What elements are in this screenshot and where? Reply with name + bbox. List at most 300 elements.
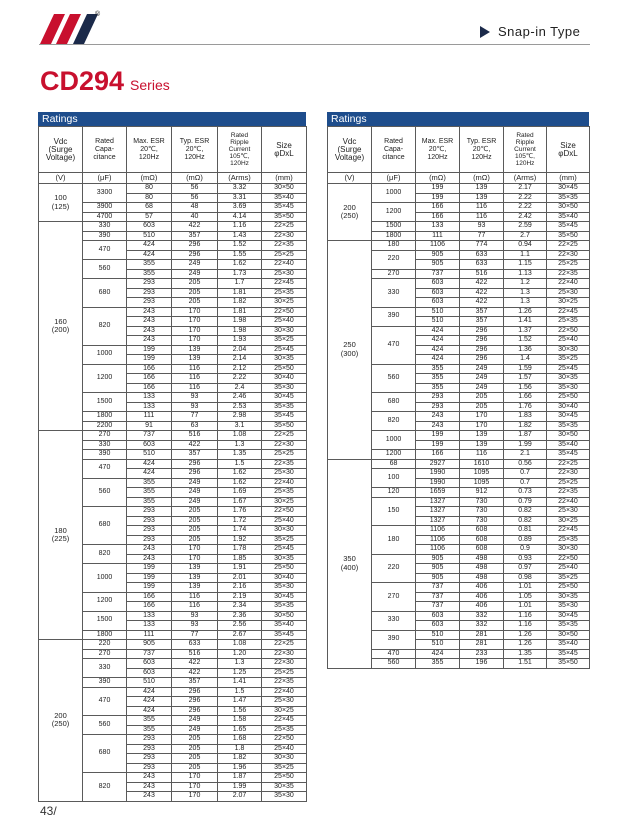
ripple-current-cell: 2.7	[504, 231, 547, 241]
header-line: Ripple	[515, 139, 535, 146]
size-cell: 30×25	[262, 497, 307, 507]
ripple-current-cell: 1.3	[504, 298, 547, 308]
header-line: citance	[382, 153, 405, 161]
size-cell: 22×30	[547, 250, 590, 260]
unit-cell: (V)	[39, 173, 83, 184]
typ-esr-cell: 332	[460, 621, 504, 631]
ripple-current-cell: 0.7	[504, 478, 547, 488]
company-logo	[40, 14, 98, 44]
max-esr-cell: 199	[127, 583, 172, 593]
surge-value: (200)	[51, 325, 70, 334]
header-line: 120Hz	[184, 153, 205, 161]
ripple-current-cell: 2.36	[218, 611, 262, 621]
max-esr-cell: 111	[127, 630, 172, 640]
typ-esr-cell: 93	[172, 621, 218, 631]
ripple-current-cell: 0.82	[504, 516, 547, 526]
max-esr-cell: 355	[127, 725, 172, 735]
max-esr-cell: 737	[416, 592, 460, 602]
voltage-cell	[328, 241, 372, 460]
ripple-current-cell: 2.53	[218, 402, 262, 412]
max-esr-cell: 510	[416, 307, 460, 317]
typ-esr-cell: 249	[460, 364, 504, 374]
typ-esr-cell: 139	[460, 193, 504, 203]
ripple-current-cell: 1.57	[504, 374, 547, 384]
capacitance-cell: 2200	[83, 421, 127, 431]
ripple-current-cell: 1.55	[218, 250, 262, 260]
ripple-current-cell: 1.35	[504, 649, 547, 659]
max-esr-cell: 80	[127, 184, 172, 194]
typ-esr-cell: 912	[460, 488, 504, 498]
ripple-current-cell: 1.01	[504, 583, 547, 593]
size-cell: 30×45	[262, 592, 307, 602]
size-cell: 22×30	[262, 440, 307, 450]
ripple-current-cell: 1.20	[218, 649, 262, 659]
header-line: φDxL	[558, 148, 578, 158]
typ-esr-cell: 296	[172, 469, 218, 479]
typ-esr-cell: 139	[172, 564, 218, 574]
max-esr-cell: 905	[416, 554, 460, 564]
ripple-current-cell: 1.62	[218, 469, 262, 479]
typ-esr-cell: 205	[172, 763, 218, 773]
capacitance-cell: 330	[83, 222, 127, 232]
ripple-current-cell: 1.81	[218, 288, 262, 298]
size-cell: 22×30	[262, 659, 307, 669]
max-esr-cell: 91	[127, 421, 172, 431]
typ-esr-cell: 249	[172, 488, 218, 498]
max-esr-cell: 166	[127, 592, 172, 602]
max-esr-cell: 603	[416, 288, 460, 298]
size-cell: 30×50	[262, 184, 307, 194]
unit-cell: (mΩ)	[416, 173, 460, 184]
series-label: Series	[130, 77, 170, 93]
capacitance-cell: 220	[372, 554, 416, 583]
size-cell: 30×30	[262, 526, 307, 536]
capacitance-cell: 680	[83, 279, 127, 308]
typ-esr-cell: 93	[460, 222, 504, 232]
ripple-current-cell: 0.56	[504, 459, 547, 469]
size-cell: 35×50	[262, 421, 307, 431]
size-cell: 25×45	[262, 345, 307, 355]
size-cell: 30×30	[262, 754, 307, 764]
typ-esr-cell: 357	[460, 317, 504, 327]
size-cell: 22×35	[262, 241, 307, 251]
capacitance-cell: 1500	[372, 222, 416, 232]
ripple-current-cell: 2.22	[218, 374, 262, 384]
max-esr-cell: 355	[416, 659, 460, 669]
capacitance-cell: 560	[83, 478, 127, 507]
size-cell: 22×40	[547, 497, 590, 507]
capacitance-cell: 330	[83, 440, 127, 450]
header-size	[262, 127, 307, 173]
header-line: Capa-	[94, 145, 115, 153]
max-esr-cell: 199	[416, 440, 460, 450]
capacitance-cell: 680	[372, 393, 416, 412]
max-esr-cell: 111	[416, 231, 460, 241]
capacitance-cell: 1000	[372, 431, 416, 450]
ripple-current-cell: 1.16	[504, 611, 547, 621]
header-row	[39, 127, 307, 173]
typ-esr-cell: 56	[172, 184, 218, 194]
max-esr-cell: 1106	[416, 535, 460, 545]
max-esr-cell: 603	[127, 440, 172, 450]
typ-esr-cell: 249	[172, 497, 218, 507]
capacitance-cell: 390	[372, 307, 416, 326]
ripple-current-cell: 1.7	[218, 279, 262, 289]
series-name: CD294	[40, 66, 125, 96]
max-esr-cell: 424	[416, 355, 460, 365]
typ-esr-cell: 296	[172, 250, 218, 260]
voltage-value: 100	[54, 193, 67, 202]
capacitance-cell: 1000	[83, 345, 127, 364]
typ-esr-cell: 77	[172, 412, 218, 422]
unit-cell: (mm)	[262, 173, 307, 184]
size-cell: 22×25	[262, 222, 307, 232]
size-cell: 22×25	[262, 431, 307, 441]
capacitance-cell: 1200	[83, 592, 127, 611]
header-divider	[39, 44, 590, 45]
size-cell: 25×30	[262, 697, 307, 707]
unit-cell: (Arms)	[218, 173, 262, 184]
ripple-current-cell: 1.15	[504, 260, 547, 270]
typ-esr-cell: 730	[460, 497, 504, 507]
size-cell: 22×25	[547, 459, 590, 469]
capacitance-cell: 560	[372, 659, 416, 669]
typ-esr-cell: 205	[460, 393, 504, 403]
max-esr-cell: 293	[416, 393, 460, 403]
max-esr-cell: 905	[127, 640, 172, 650]
size-cell: 35×30	[262, 583, 307, 593]
typ-esr-cell: 422	[172, 668, 218, 678]
header-size	[547, 127, 590, 173]
ripple-current-cell: 1.74	[218, 526, 262, 536]
typ-esr-cell: 116	[460, 212, 504, 222]
header-line: 20℃,	[472, 145, 491, 153]
ripple-current-cell: 1.47	[218, 697, 262, 707]
size-cell: 25×40	[547, 336, 590, 346]
size-cell: 35×30	[262, 383, 307, 393]
surge-value: (250)	[340, 211, 359, 220]
voltage-value: 200	[54, 710, 67, 720]
header-line: Ripple	[230, 139, 249, 146]
max-esr-cell: 293	[127, 744, 172, 754]
max-esr-cell: 424	[416, 345, 460, 355]
ripple-current-cell: 1.93	[218, 336, 262, 346]
table-row	[39, 184, 307, 194]
max-esr-cell: 355	[127, 488, 172, 498]
max-esr-cell: 1327	[416, 497, 460, 507]
header-max_esr	[127, 127, 172, 173]
typ-esr-cell: 296	[460, 326, 504, 336]
size-cell: 30×50	[547, 431, 590, 441]
typ-esr-cell: 406	[460, 602, 504, 612]
typ-esr-cell: 498	[460, 554, 504, 564]
typ-esr-cell: 516	[172, 649, 218, 659]
size-cell: 25×45	[547, 364, 590, 374]
typ-esr-cell: 357	[460, 307, 504, 317]
size-cell: 22×45	[547, 526, 590, 536]
size-cell: 35×45	[547, 450, 590, 460]
typ-esr-cell: 249	[172, 478, 218, 488]
capacitance-cell: 180	[372, 526, 416, 555]
size-cell: 25×40	[262, 744, 307, 754]
size-cell: 35×35	[547, 193, 590, 203]
ripple-current-cell: 1.92	[218, 535, 262, 545]
ripple-current-cell: 1.87	[504, 431, 547, 441]
header-line: Current	[228, 146, 251, 153]
size-cell: 22×50	[262, 307, 307, 317]
size-cell: 25×25	[262, 450, 307, 460]
size-cell: 35×40	[262, 193, 307, 203]
capacitance-cell: 820	[372, 412, 416, 431]
header-line: Max. ESR	[133, 137, 165, 145]
max-esr-cell: 293	[127, 526, 172, 536]
ripple-current-cell: 1.82	[504, 421, 547, 431]
typ-esr-cell: 1095	[460, 469, 504, 479]
ripple-current-cell: 1.25	[218, 668, 262, 678]
size-cell: 35×30	[547, 602, 590, 612]
typ-esr-cell: 139	[172, 345, 218, 355]
max-esr-cell: 603	[127, 222, 172, 232]
ripple-current-cell: 2.46	[218, 393, 262, 403]
typ-esr-cell: 170	[172, 317, 218, 327]
typ-esr-cell: 357	[172, 678, 218, 688]
typ-esr-cell: 77	[172, 630, 218, 640]
ripple-current-cell: 1.59	[504, 364, 547, 374]
unit-cell: (μF)	[372, 173, 416, 184]
capacitance-cell: 820	[83, 545, 127, 564]
capacitance-cell: 270	[83, 431, 127, 441]
typ-esr-cell: 296	[460, 336, 504, 346]
max-esr-cell: 424	[127, 687, 172, 697]
max-esr-cell: 905	[416, 260, 460, 270]
ripple-current-cell: 2.98	[218, 412, 262, 422]
size-cell: 22×35	[547, 488, 590, 498]
ripple-current-cell: 0.79	[504, 497, 547, 507]
size-cell: 22×50	[547, 326, 590, 336]
max-esr-cell: 510	[127, 678, 172, 688]
max-esr-cell: 243	[416, 421, 460, 431]
size-cell: 25×25	[262, 250, 307, 260]
registered-mark: ®	[95, 11, 101, 18]
max-esr-cell: 510	[416, 317, 460, 327]
header-typ_esr	[172, 127, 218, 173]
max-esr-cell: 80	[127, 193, 172, 203]
max-esr-cell: 166	[127, 383, 172, 393]
max-esr-cell: 603	[416, 621, 460, 631]
header-line: Typ. ESR	[179, 137, 210, 145]
header-line: Size	[560, 140, 576, 150]
typ-esr-cell: 249	[172, 260, 218, 270]
typ-esr-cell: 357	[172, 450, 218, 460]
ripple-current-cell: 1.5	[218, 687, 262, 697]
typ-esr-cell: 205	[172, 507, 218, 517]
typ-esr-cell: 498	[460, 573, 504, 583]
ripple-current-cell: 2.07	[218, 792, 262, 802]
ripple-current-cell: 1.69	[218, 488, 262, 498]
header-line: 20℃,	[185, 145, 204, 153]
ripple-current-cell: 1.51	[504, 659, 547, 669]
typ-esr-cell: 116	[460, 450, 504, 460]
ripple-current-cell: 1.52	[504, 336, 547, 346]
max-esr-cell: 199	[127, 564, 172, 574]
size-cell: 22×25	[547, 241, 590, 251]
typ-esr-cell: 296	[172, 706, 218, 716]
size-cell: 35×25	[547, 573, 590, 583]
voltage-value: 200	[343, 202, 356, 212]
max-esr-cell: 293	[127, 763, 172, 773]
ripple-current-cell: 1.83	[504, 412, 547, 422]
header-line: citance	[93, 153, 116, 161]
size-cell: 22×35	[262, 678, 307, 688]
size-cell: 25×50	[547, 393, 590, 403]
max-esr-cell: 603	[127, 668, 172, 678]
typ-esr-cell: 1095	[460, 478, 504, 488]
typ-esr-cell: 205	[172, 526, 218, 536]
max-esr-cell: 166	[127, 364, 172, 374]
size-cell: 22×45	[262, 716, 307, 726]
max-esr-cell: 355	[416, 364, 460, 374]
max-esr-cell: 199	[127, 355, 172, 365]
capacitance-cell: 68	[372, 459, 416, 469]
ratings-title-right: Ratings	[327, 112, 589, 126]
max-esr-cell: 199	[416, 184, 460, 194]
capacitance-cell: 390	[83, 678, 127, 688]
ripple-current-cell: 3.32	[218, 184, 262, 194]
typ-esr-cell: 205	[172, 744, 218, 754]
ripple-current-cell: 2.67	[218, 630, 262, 640]
ripple-current-cell: 1.72	[218, 516, 262, 526]
header-line: Vdc	[342, 136, 357, 146]
max-esr-cell: 166	[416, 212, 460, 222]
max-esr-cell: 68	[127, 203, 172, 213]
max-esr-cell: 424	[416, 649, 460, 659]
ripple-current-cell: 1.26	[504, 640, 547, 650]
surge-value: (400)	[340, 562, 359, 572]
ripple-current-cell: 2.04	[218, 345, 262, 355]
max-esr-cell: 243	[127, 326, 172, 336]
size-cell: 30×40	[262, 374, 307, 384]
ripple-current-cell: 1.56	[504, 383, 547, 393]
header-line: Rated	[516, 132, 534, 139]
typ-esr-cell: 170	[172, 326, 218, 336]
max-esr-cell: 424	[416, 326, 460, 336]
typ-esr-cell: 205	[172, 754, 218, 764]
typ-esr-cell: 281	[460, 640, 504, 650]
size-cell: 30×45	[547, 611, 590, 621]
size-cell: 25×50	[547, 583, 590, 593]
header-line: Voltage)	[45, 152, 76, 162]
typ-esr-cell: 170	[172, 336, 218, 346]
size-cell: 35×40	[547, 640, 590, 650]
ripple-current-cell: 1.1	[504, 250, 547, 260]
table-row	[328, 459, 590, 469]
ripple-current-cell: 1.36	[504, 345, 547, 355]
size-cell: 35×45	[262, 203, 307, 213]
ripple-current-cell: 2.14	[218, 355, 262, 365]
capacitance-cell: 470	[83, 687, 127, 716]
typ-esr-cell: 93	[172, 402, 218, 412]
ripple-current-cell: 1.82	[218, 754, 262, 764]
header-line: 105℃,	[229, 153, 250, 160]
max-esr-cell: 737	[416, 602, 460, 612]
ripple-current-cell: 1.05	[504, 592, 547, 602]
capacitance-cell: 330	[372, 611, 416, 630]
ripple-current-cell: 0.93	[504, 554, 547, 564]
typ-esr-cell: 170	[460, 421, 504, 431]
size-cell: 35×25	[547, 355, 590, 365]
size-cell: 25×35	[262, 488, 307, 498]
size-cell: 30×30	[262, 326, 307, 336]
capacitance-cell: 1800	[83, 630, 127, 640]
header-line: 120Hz	[515, 160, 535, 167]
voltage-value: 350	[343, 554, 356, 563]
capacitance-cell: 1200	[83, 364, 127, 393]
max-esr-cell: 133	[127, 393, 172, 403]
ripple-current-cell: 1.16	[218, 222, 262, 232]
max-esr-cell: 293	[127, 279, 172, 289]
size-cell: 25×25	[547, 260, 590, 270]
size-cell: 25×50	[262, 564, 307, 574]
typ-esr-cell: 196	[460, 659, 504, 669]
size-cell: 25×40	[262, 516, 307, 526]
size-cell: 30×40	[262, 573, 307, 583]
capacitance-cell: 1500	[83, 611, 127, 630]
ripple-current-cell: 1.62	[218, 260, 262, 270]
size-cell: 30×40	[547, 402, 590, 412]
typ-esr-cell: 516	[460, 269, 504, 279]
max-esr-cell: 355	[127, 497, 172, 507]
max-esr-cell: 424	[127, 250, 172, 260]
max-esr-cell: 133	[127, 402, 172, 412]
header-line: 120Hz	[230, 160, 249, 167]
ripple-current-cell: 1.01	[504, 602, 547, 612]
typ-esr-cell: 205	[172, 735, 218, 745]
typ-esr-cell: 233	[460, 649, 504, 659]
max-esr-cell: 737	[127, 649, 172, 659]
header-line: Voltage)	[334, 152, 365, 162]
typ-esr-cell: 116	[172, 374, 218, 384]
max-esr-cell: 243	[416, 412, 460, 422]
header-row	[328, 127, 590, 173]
units-row	[328, 173, 590, 184]
typ-esr-cell: 730	[460, 516, 504, 526]
typ-esr-cell: 116	[172, 602, 218, 612]
max-esr-cell: 424	[127, 697, 172, 707]
typ-esr-cell: 633	[172, 640, 218, 650]
ripple-current-cell: 2.34	[218, 602, 262, 612]
header-line: Max. ESR	[421, 137, 454, 145]
surge-value: (250)	[51, 719, 70, 729]
max-esr-cell: 424	[416, 336, 460, 346]
typ-esr-cell: 633	[460, 250, 504, 260]
max-esr-cell: 111	[127, 412, 172, 422]
size-cell: 35×25	[262, 763, 307, 773]
capacitance-cell: 220	[372, 250, 416, 269]
size-cell: 30×35	[547, 374, 590, 384]
voltage-cell	[39, 640, 83, 802]
size-cell: 22×40	[262, 687, 307, 697]
capacitance-cell: 1800	[83, 412, 127, 422]
typ-esr-cell: 730	[460, 507, 504, 517]
ripple-current-cell: 1.26	[504, 307, 547, 317]
capacitance-cell: 680	[83, 735, 127, 773]
max-esr-cell: 737	[127, 431, 172, 441]
ripple-current-cell: 0.97	[504, 564, 547, 574]
typ-esr-cell: 296	[172, 697, 218, 707]
typ-esr-cell: 422	[172, 222, 218, 232]
table-row	[39, 431, 307, 441]
ripple-current-cell: 1.91	[218, 564, 262, 574]
